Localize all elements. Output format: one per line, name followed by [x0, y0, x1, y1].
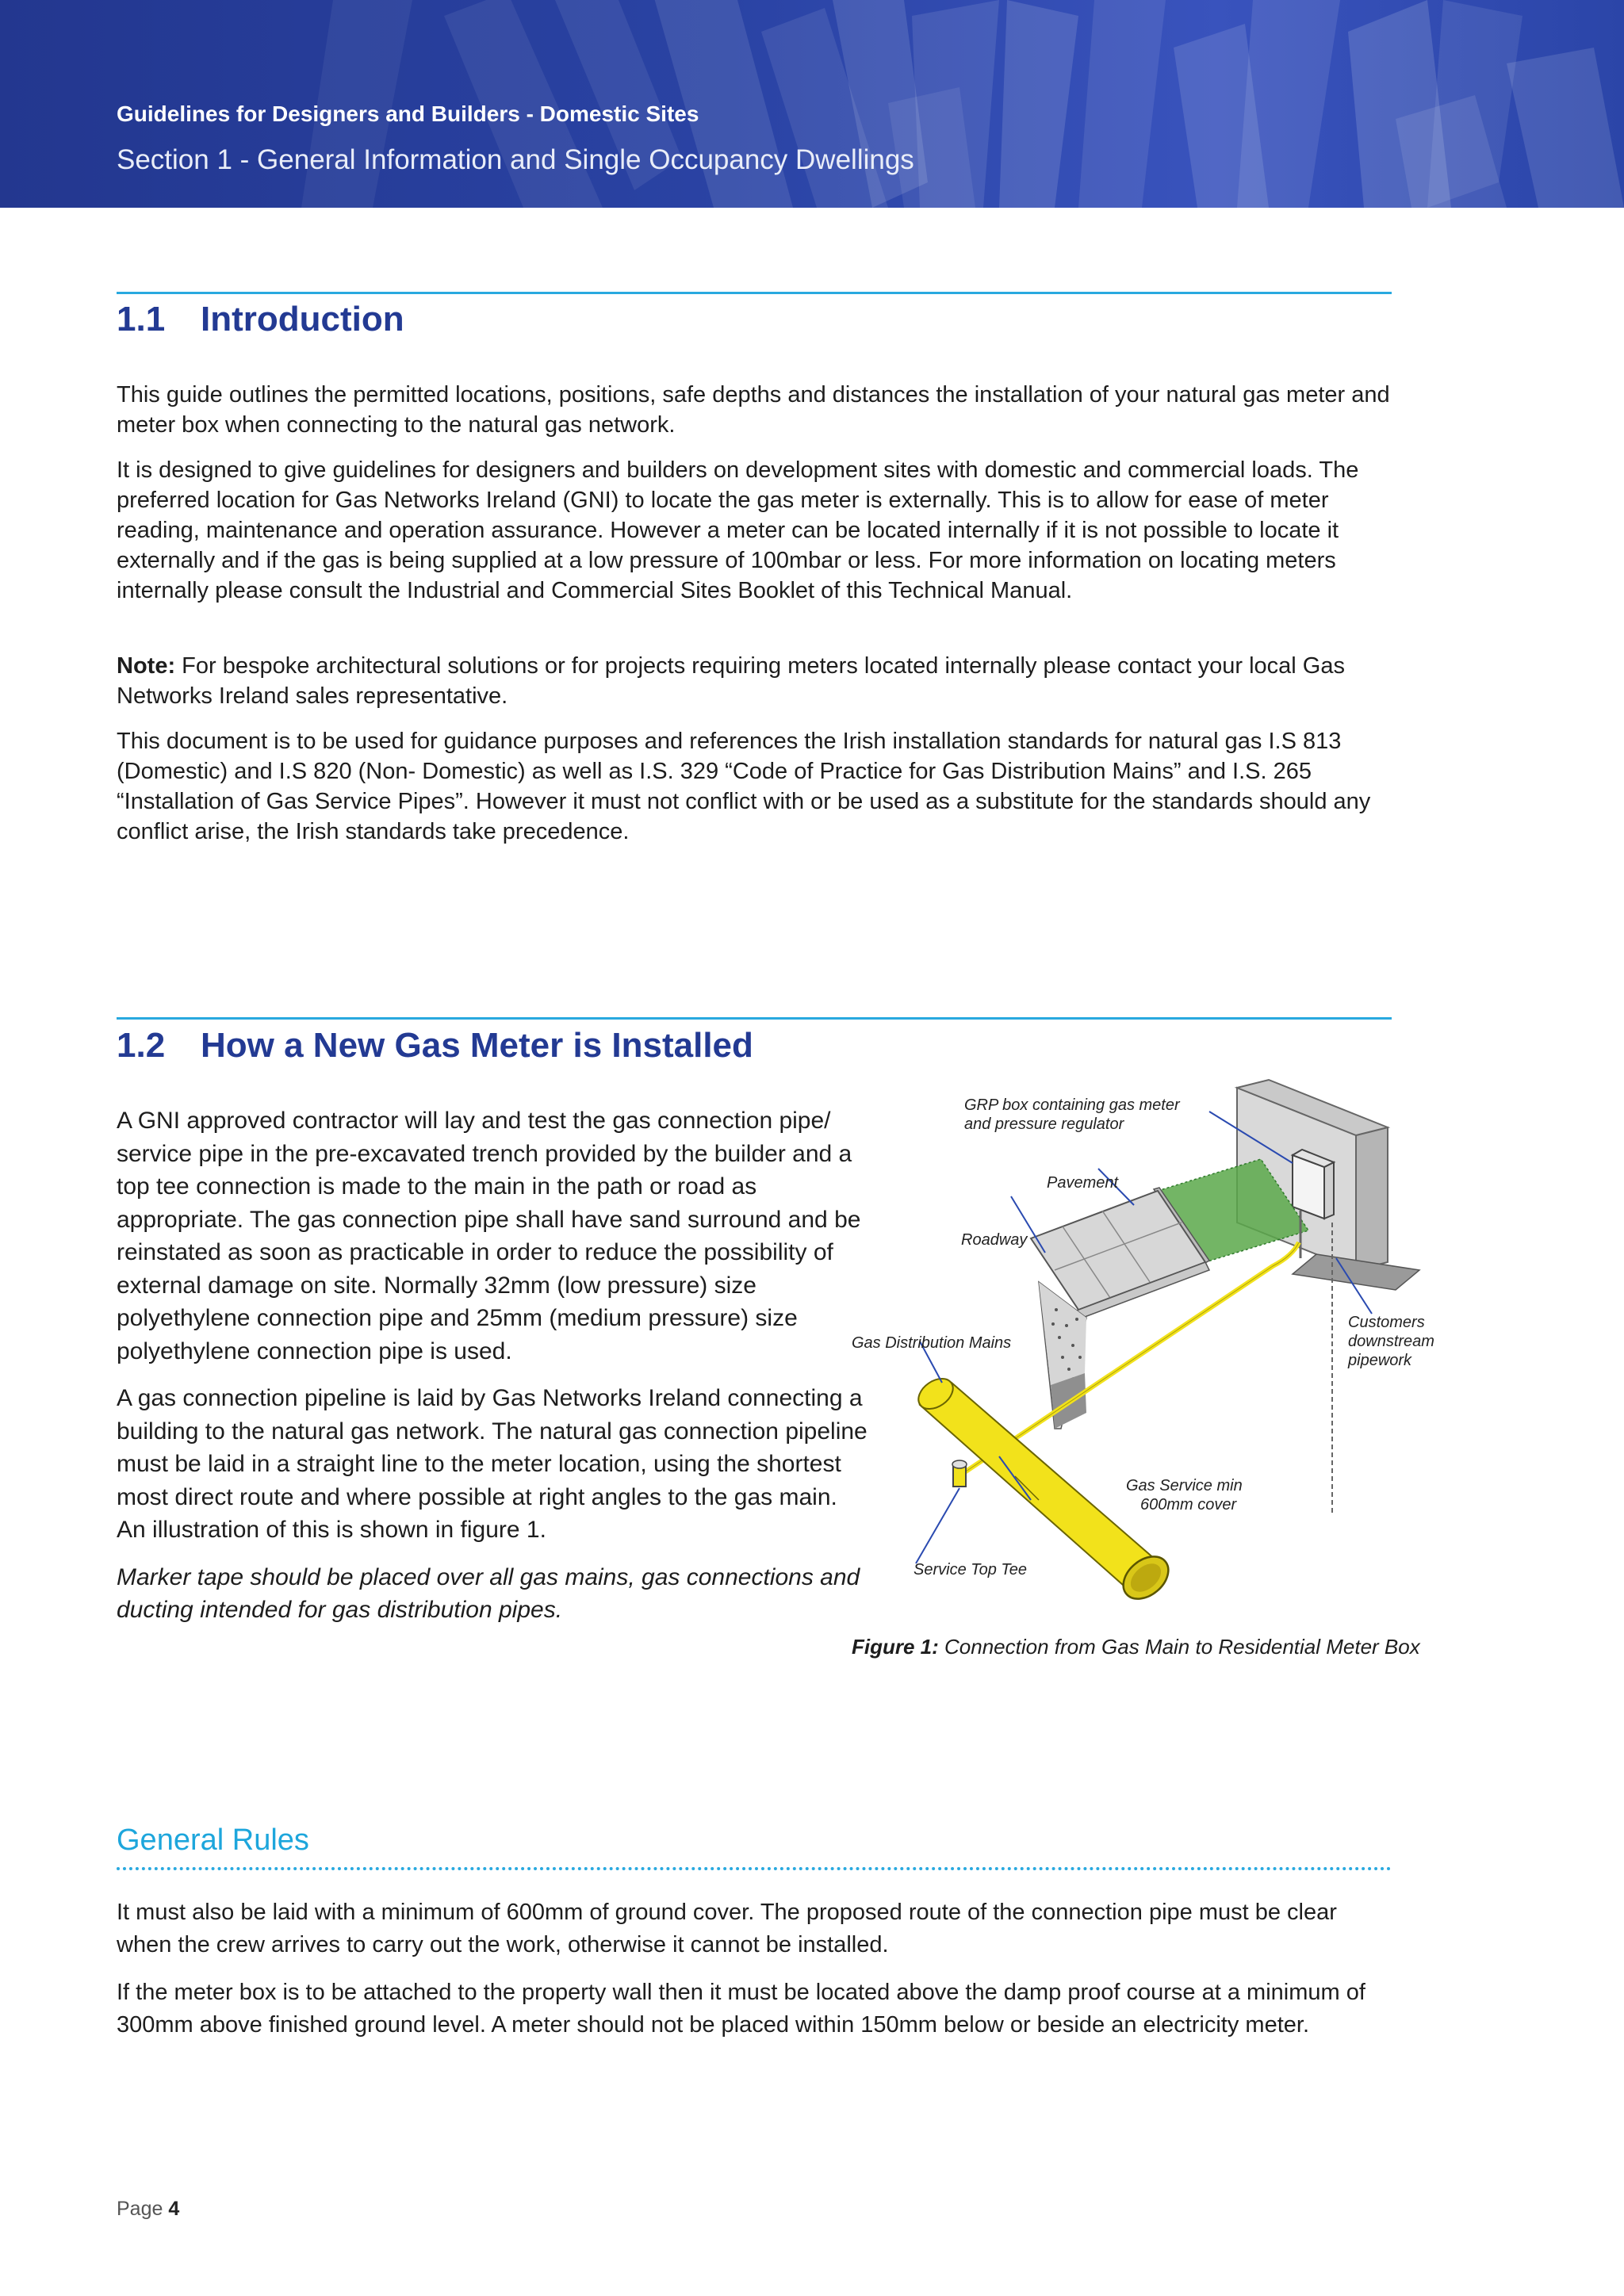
section-heading-introduction [117, 300, 404, 339]
label-gas-service-line-2: 600mm cover [1140, 1496, 1237, 1513]
section-title: Introduction [201, 300, 404, 339]
label-customers-line-3: pipework [1348, 1352, 1412, 1369]
intro-paragraph-4: This document is to be used for guidance purposes and references the Irish installation standards for natural gas I.S 813 (Domestic) and I.S 820 (Non- Domestic) as well as I.S. 329 “Code of Practice for Gas Distribution Mains” and I.S. 265 “Installation of Gas Service Pipes”. However it must not conflict with or be used as a substitute for the standards should any conflict arise, the Irish standards take precedence. [117, 729, 1371, 844]
label-gas-distribution-mains: Gas Distribution Mains [852, 1334, 1012, 1352]
caption-text: Connection from Gas Main to Residential Meter Box [938, 1635, 1420, 1659]
label-grp-box-line-1: GRP box containing gas meter [964, 1096, 1180, 1114]
label-roadway: Roadway [961, 1231, 1028, 1249]
page-footer [117, 2198, 179, 2221]
installation-paragraph-1: A GNI approved contractor will lay and test the gas connection pipe/ service pipe in the pre-excavated trench provided by the builder and a top tee connection is made to the main in the path or road as appropriate. The gas connection pipe shall have sand surround and be reinstated as soon as practicable in order to reduce the possibility of external damage on site. Normally 32mm (low pressure) size polyethylene connection pipe and 25mm (medium pressure) size polyethylene connection pipe is used. [117, 1108, 861, 1364]
document-title: Guidelines for Designers and Builders - Domestic Sites [117, 101, 699, 126]
label-grp-box-line-2: and pressure regulator [964, 1115, 1124, 1133]
note-text: For bespoke architectural solutions or for projects requiring meters located internally please contact your local Gas Networks Ireland sales representative. [117, 653, 1345, 709]
intro-note [117, 651, 1393, 711]
dotted-divider [117, 1867, 1392, 1870]
section-subtitle: Section 1 - General Information and Single Occupancy Dwellings [117, 144, 914, 175]
rules-paragraph-1: It must also be laid with a minimum of 600mm of ground cover. The proposed route of the connection pipe must be clear when the crew arrives to carry out the work, otherwise it cannot be installed. [117, 1900, 1337, 1957]
installation-paragraph-2: A gas connection pipeline is laid by Gas Networks Ireland connecting a building to the natural gas network. The natural gas connection pipeline must be laid in a straight line to the meter location, using the shortest most direct route and where possible at right angles to the gas main. An illustration of this is shown in figure 1. [117, 1385, 868, 1543]
subsection-heading-general-rules: General Rules [117, 1823, 309, 1857]
label-service-top-tee: Service Top Tee [914, 1561, 1028, 1578]
rules-paragraph-2: If the meter box is to be attached to the property wall then it must be located above the damp proof course at a minimum of 300mm above finished ground level. A meter should not be placed within 150mm below or beside an electricity meter. [117, 1980, 1365, 2038]
installation-text-column [117, 1104, 870, 1641]
caption-label: Figure 1: [852, 1635, 939, 1659]
section-number: 1.2 [117, 1026, 166, 1065]
section-divider [117, 1017, 1392, 1020]
marker-tape-note: Marker tape should be placed over all gas mains, gas connections and ducting intended for gas distribution pipes. [117, 1563, 860, 1623]
figure-caption [852, 1635, 1420, 1659]
header-banner [0, 0, 1624, 208]
section-number: 1.1 [117, 300, 166, 339]
figure-gas-connection [848, 1072, 1435, 1627]
page-number: 4 [168, 2198, 180, 2220]
label-gas-service-line-1: Gas Service min [1126, 1477, 1243, 1494]
section-divider [117, 292, 1392, 294]
note-label: Note: [117, 653, 176, 679]
section-heading-installation [117, 1026, 753, 1066]
label-customers-line-2: downstream [1348, 1333, 1434, 1350]
label-pavement: Pavement [1047, 1174, 1119, 1192]
intro-paragraph-2: It is designed to give guidelines for designers and builders on development sites with domestic and commercial loads. The preferred location for Gas Networks Ireland (GNI) to locate the gas meter is externally. This is to allow for ease of meter reading, maintenance and operation assurance. However a meter can be located internally if it is not possible to locate it externally and if the gas is being supplied at a low pressure of 100mbar or less. For more information on locating meters internally please consult the Industrial and Commercial Sites Booklet of this Technical Manual. [117, 457, 1359, 603]
intro-paragraph-1: This guide outlines the permitted locations, positions, safe depths and distances the installation of your natural gas meter and meter box when connecting to the natural gas network. [117, 382, 1390, 438]
label-customers-line-1: Customers [1348, 1314, 1425, 1331]
page-label: Page [117, 2198, 169, 2220]
section-title: How a New Gas Meter is Installed [201, 1026, 753, 1065]
